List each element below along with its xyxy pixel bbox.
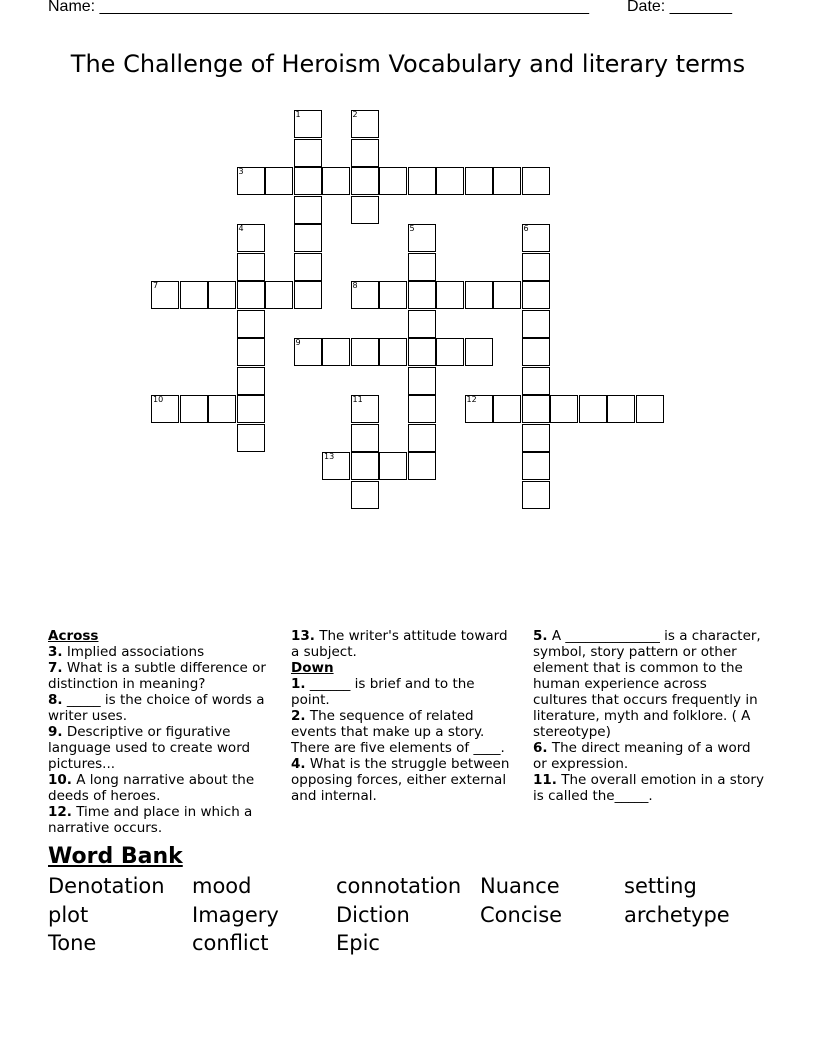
crossword-cell[interactable]: [465, 338, 493, 366]
crossword-cell[interactable]: [237, 367, 265, 395]
crossword-cell[interactable]: [522, 281, 550, 309]
crossword-cell[interactable]: [237, 395, 265, 423]
clue-down-2: 2. The sequence of related events that make up a story. There are five elements of ____.: [291, 708, 505, 756]
crossword-cell[interactable]: [379, 338, 407, 366]
crossword-cell[interactable]: [465, 167, 493, 195]
crossword-cell[interactable]: [351, 281, 379, 309]
clue-across-12: 12. Time and place in which a narrative occurs.: [48, 804, 253, 836]
crossword-cell[interactable]: [208, 395, 236, 423]
crossword-cell[interactable]: [379, 452, 407, 480]
crossword-cell[interactable]: [237, 424, 265, 452]
crossword-cell[interactable]: [351, 110, 379, 138]
word-bank-item: archetype: [624, 903, 730, 927]
crossword-cell[interactable]: [408, 167, 436, 195]
crossword-cell[interactable]: [465, 395, 493, 423]
crossword-cell[interactable]: [294, 196, 322, 224]
crossword-cell[interactable]: [408, 310, 436, 338]
clue-across-7: 7. What is a subtle difference or distinction in meaning?: [48, 660, 266, 692]
crossword-cell[interactable]: [408, 395, 436, 423]
clue-down-5: 5. A ______________ is a character, symbol, story pattern or other element that is common to the human experience across cultures that occurs frequently in literature, myth and folklore. ( A stereotype): [533, 628, 761, 740]
crossword-cell[interactable]: [180, 281, 208, 309]
word-bank-title: Word Bank: [48, 844, 183, 869]
clue-number: 5: [409, 224, 415, 233]
crossword-cell[interactable]: [351, 167, 379, 195]
crossword-cell[interactable]: [351, 395, 379, 423]
crossword-cell[interactable]: [436, 281, 464, 309]
word-bank-item: mood: [192, 874, 252, 898]
clue-across-3: 3. Implied associations: [48, 644, 205, 660]
across-heading: Across: [48, 628, 99, 644]
clue-across-8: 8. _____ is the choice of words a writer uses.: [48, 692, 265, 724]
crossword-cell[interactable]: [408, 424, 436, 452]
word-bank-item: Concise: [480, 903, 563, 927]
crossword-cell[interactable]: [294, 110, 322, 138]
clue-number: 1: [295, 110, 301, 119]
clue-across-9: 9. Descriptive or figurative language used to create word pictures...: [48, 724, 251, 772]
word-bank-item: Nuance: [480, 874, 560, 898]
crossword-cell[interactable]: [265, 167, 293, 195]
crossword-cell[interactable]: [237, 338, 265, 366]
clue-number: 9: [295, 338, 301, 347]
crossword-cell[interactable]: [151, 395, 179, 423]
crossword-cell[interactable]: [351, 139, 379, 167]
word-bank-item: Imagery: [192, 903, 279, 927]
date-field-label: Date: _______: [627, 0, 732, 15]
crossword-cell[interactable]: [522, 224, 550, 252]
crossword-cell[interactable]: [493, 395, 521, 423]
clue-number: 12: [466, 395, 477, 404]
crossword-cell[interactable]: [322, 452, 350, 480]
crossword-cell[interactable]: [351, 196, 379, 224]
crossword-cell[interactable]: [322, 338, 350, 366]
crossword-cell[interactable]: [237, 253, 265, 281]
crossword-cell[interactable]: [408, 367, 436, 395]
crossword-cell[interactable]: [180, 395, 208, 423]
down-heading: Down: [291, 660, 334, 676]
crossword-cell[interactable]: [522, 481, 550, 509]
clue-across-10: 10. A long narrative about the deeds of heroes.: [48, 772, 255, 804]
crossword-cell[interactable]: [579, 395, 607, 423]
crossword-cell[interactable]: [351, 452, 379, 480]
clue-number: 2: [352, 110, 358, 119]
word-bank-item: setting: [624, 874, 697, 898]
crossword-cell[interactable]: [294, 224, 322, 252]
crossword-cell[interactable]: [237, 281, 265, 309]
clue-down-6: 6. The direct meaning of a word or expression.: [533, 740, 751, 772]
word-bank-item: conflict: [192, 931, 269, 955]
crossword-cell[interactable]: [294, 253, 322, 281]
crossword-cell[interactable]: [265, 281, 293, 309]
clue-column-2: [291, 628, 517, 804]
clue-down-4: 4. What is the struggle between opposing forces, either external and internal.: [291, 756, 510, 804]
word-bank-item: connotation: [336, 874, 462, 898]
crossword-cell[interactable]: [522, 424, 550, 452]
clue-down-11: 11. The overall emotion in a story is called the_____.: [533, 772, 764, 804]
crossword-cell[interactable]: [550, 395, 578, 423]
clue-number: 6: [523, 224, 529, 233]
crossword-cell[interactable]: [294, 338, 322, 366]
crossword-cell[interactable]: [208, 281, 236, 309]
crossword-cell[interactable]: [379, 281, 407, 309]
crossword-cell[interactable]: [151, 281, 179, 309]
crossword-cell[interactable]: [408, 452, 436, 480]
clue-number: 3: [238, 167, 244, 176]
clue-number: 13: [324, 452, 335, 461]
word-bank-item: Diction: [336, 903, 410, 927]
clue-down-1: 1. ______ is brief and to the point.: [291, 676, 475, 708]
crossword-cell[interactable]: [636, 395, 664, 423]
word-bank-item: plot: [48, 903, 89, 927]
crossword-cell[interactable]: [351, 424, 379, 452]
crossword-cell[interactable]: [351, 338, 379, 366]
clue-column-1: [48, 628, 276, 836]
crossword-cell[interactable]: [294, 167, 322, 195]
crossword-cell[interactable]: [408, 338, 436, 366]
crossword-cell[interactable]: [522, 395, 550, 423]
crossword-cell[interactable]: [408, 224, 436, 252]
crossword-cell[interactable]: [294, 281, 322, 309]
crossword-cell[interactable]: [294, 139, 322, 167]
crossword-cell[interactable]: [379, 167, 407, 195]
name-field-label: Name: _______________________________________________________: [48, 0, 589, 15]
word-bank-item: Denotation: [48, 874, 165, 898]
crossword-cell[interactable]: [237, 224, 265, 252]
crossword-cell[interactable]: [351, 481, 379, 509]
crossword-cell[interactable]: [408, 253, 436, 281]
crossword-cell[interactable]: [522, 452, 550, 480]
crossword-cell[interactable]: [522, 367, 550, 395]
crossword-cell[interactable]: [465, 281, 493, 309]
crossword-cell[interactable]: [493, 167, 521, 195]
crossword-cell[interactable]: [436, 167, 464, 195]
crossword-cell[interactable]: [322, 167, 350, 195]
crossword-cell[interactable]: [237, 167, 265, 195]
clue-column-3: [533, 628, 765, 804]
crossword-cell[interactable]: [522, 310, 550, 338]
crossword-cell[interactable]: [607, 395, 635, 423]
crossword-cell[interactable]: [493, 281, 521, 309]
page-title: The Challenge of Heroism Vocabulary and literary terms: [70, 50, 746, 78]
crossword-cell[interactable]: [522, 338, 550, 366]
clue-number: 8: [352, 281, 358, 290]
crossword-cell[interactable]: [436, 338, 464, 366]
crossword-cell[interactable]: [237, 310, 265, 338]
crossword-cell[interactable]: [522, 167, 550, 195]
crossword-cell[interactable]: [408, 281, 436, 309]
word-bank-item: Epic: [336, 931, 380, 955]
clue-number: 4: [238, 224, 244, 233]
clue-number: 11: [352, 395, 363, 404]
crossword-cell[interactable]: [522, 253, 550, 281]
word-bank-item: Tone: [48, 931, 97, 955]
clue-number: 10: [153, 395, 164, 404]
clue-across-13: 13. The writer's attitude toward a subject.: [291, 628, 508, 660]
clue-number: 7: [153, 281, 159, 290]
